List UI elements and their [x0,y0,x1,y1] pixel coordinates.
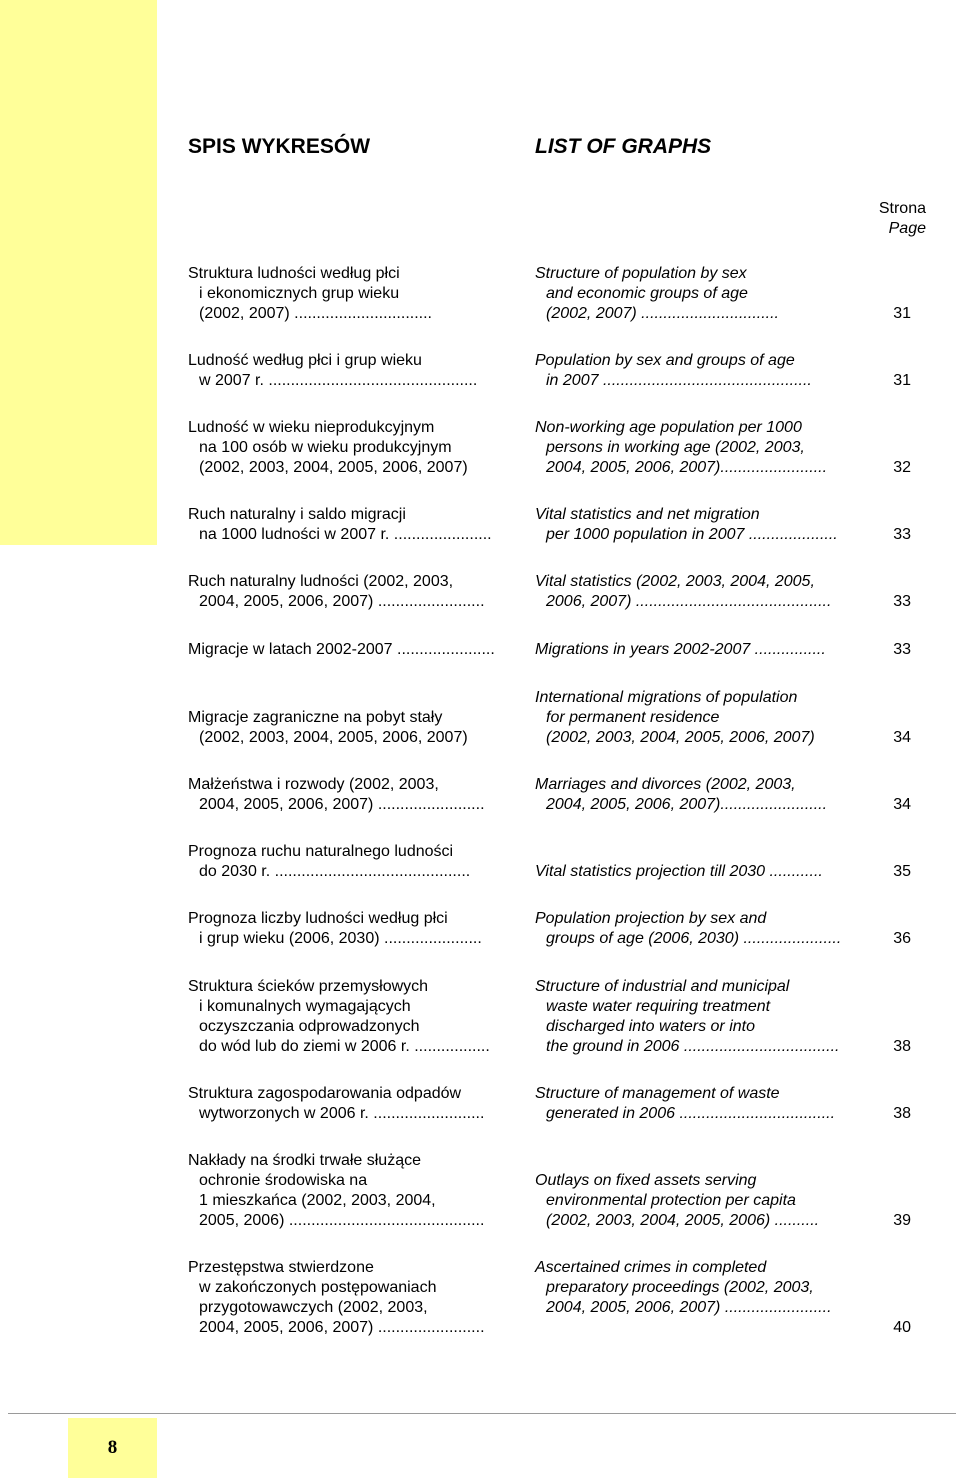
graph-title-pl [188,1258,508,1338]
graph-title-en [535,418,855,478]
graph-page-number: 32 [893,459,911,476]
graph-title-pl [188,1084,508,1124]
graph-title-line: Non-working age population per 1000 [535,419,802,436]
graph-title-line: Ludność w wieku nieprodukcyjnym [188,419,435,436]
graph-title-line: 2004, 2005, 2006, 2007)........................ [546,459,828,476]
graph-title-pl [188,842,508,882]
graph-title-line [188,688,508,708]
graph-title-line: do 2030 r. ............................................ [199,863,471,880]
graph-title-line: i ekonomicznych grup wieku [199,285,400,302]
graph-title-line: 2004, 2005, 2006, 2007) ........................ [199,796,485,813]
yellow-margin-band [0,0,157,545]
graph-title-line [535,842,855,862]
graph-title-line: (2002, 2003, 2004, 2005, 2006, 2007) [199,729,468,746]
graph-title-line: International migrations of population [535,689,798,706]
heading-pl: SPIS WYKRESÓW [188,135,371,158]
graph-title-line: Prognoza liczby ludności według płci [188,910,448,927]
graph-title-line: 2004, 2005, 2006, 2007) ........................ [199,593,485,610]
graph-title-line: Struktura ścieków przemysłowych [188,978,429,995]
graph-title-en [535,775,855,815]
graph-title-line: Outlays on fixed assets serving [535,1172,757,1189]
graph-title-line: Ludność według płci i grup wieku [188,352,422,369]
graph-title-line: i komunalnych wymagających [199,998,411,1015]
graph-title-line: (2002, 2003, 2004, 2005, 2006, 2007) [546,729,815,746]
graph-title-line: Vital statistics (2002, 2003, 2004, 2005, [535,573,815,590]
heading-en: LIST OF GRAPHS [535,135,712,158]
graph-title-line: wytworzonych w 2006 r. ......................... [199,1105,485,1122]
graph-title-line: Marriages and divorces (2002, 2003, [535,776,796,793]
graph-title-line: Population by sex and groups of age [535,352,795,369]
graph-title-en [535,842,855,882]
graph-title-line: w 2007 r. ............................................... [199,372,478,389]
graph-title-line: Migracje zagraniczne na pobyt stały [188,709,443,726]
graph-title-line: (2002, 2007) ............................... [546,305,779,322]
graph-title-line: persons in working age (2002, 2003, [546,439,805,456]
graph-title-line: ochronie środowiska na [199,1172,368,1189]
graph-title-line: discharged into waters or into [546,1018,755,1035]
graph-title-line: Struktura ludności według płci [188,265,400,282]
graph-title-en [535,1084,855,1124]
graph-title-line: and economic groups of age [546,285,748,302]
graph-title-line: Vital statistics and net migration [535,506,760,523]
graph-title-line: Przestępstwa stwierdzone [188,1259,374,1276]
graph-page-number: 35 [893,863,911,880]
graph-title-line: Ascertained crimes in completed [535,1259,767,1276]
graph-title-line: 2005, 2006) ............................................ [199,1212,485,1229]
graph-title-pl [188,775,508,815]
page-column-header-pl: Strona [878,200,926,217]
graph-title-pl [188,688,508,748]
page-column-header [879,199,926,239]
graph-title-pl [188,505,508,545]
graph-title-line: Ruch naturalny i saldo migracji [188,506,406,523]
graph-title-pl [188,1151,508,1231]
graph-page-number: 38 [893,1105,911,1122]
graph-title-line: Małżeństwa i rozwody (2002, 2003, [188,776,439,793]
graph-title-line: do wód lub do ziemi w 2006 r. ................. [199,1038,490,1055]
graph-title-line: the ground in 2006 ................................... [546,1038,840,1055]
graph-title-line: Prognoza ruchu naturalnego ludności [188,843,454,860]
graph-title-line: Migracje w latach 2002-2007 ...................... [188,641,495,658]
graph-title-en [535,1258,855,1318]
graph-title-pl [188,351,508,391]
graph-title-en [535,977,855,1057]
graph-title-en [535,640,855,660]
graph-page-number: 33 [893,593,911,610]
graph-title-line: Ruch naturalny ludności (2002, 2003, [188,573,454,590]
graph-title-line: przygotowawczych (2002, 2003, [199,1299,428,1316]
page-column-header-en: Page [888,220,926,237]
graph-page-number: 33 [893,526,911,543]
graph-title-line: w zakończonych postępowaniach [199,1279,437,1296]
graph-title-en [535,572,855,612]
graph-title-en [535,1151,855,1231]
graph-title-en [535,505,855,545]
graph-title-line: generated in 2006 ................................... [546,1105,836,1122]
graph-title-line: Population projection by sex and [535,910,767,927]
graph-title-en [535,351,855,391]
graph-title-line: waste water requiring treatment [546,998,771,1015]
graph-page-number: 36 [893,930,911,947]
graph-page-number: 34 [893,729,911,746]
graph-title-line: 2004, 2005, 2006, 2007) ........................ [199,1319,485,1336]
graph-title-pl [188,572,508,612]
graph-title-line: Nakłady na środki trwałe służące [188,1152,421,1169]
graph-title-line: (2002, 2003, 2004, 2005, 2006) .......... [546,1212,820,1229]
graph-title-line: 2004, 2005, 2006, 2007) ........................ [546,1299,832,1316]
graph-page-number: 39 [893,1212,911,1229]
graph-title-line: preparatory proceedings (2002, 2003, [546,1279,814,1296]
footer-divider [8,1413,956,1414]
graph-title-line: i grup wieku (2006, 2030) ...................... [199,930,482,947]
graph-title-pl [188,264,508,324]
graph-title-pl [188,909,508,949]
graph-title-en [535,688,855,748]
graph-title-line: na 1000 ludności w 2007 r. ...................... [199,526,492,543]
graph-title-line: (2002, 2003, 2004, 2005, 2006, 2007) [199,459,468,476]
graph-title-line: 1 mieszkańca (2002, 2003, 2004, [199,1192,436,1209]
graph-title-en [535,909,855,949]
graph-page-number: 33 [893,641,911,658]
graph-page-number: 31 [893,372,911,389]
graph-title-line: na 100 osób w wieku produkcyjnym [199,439,452,456]
graph-title-line: per 1000 population in 2007 .................... [546,526,838,543]
graph-title-line: Structure of management of waste [535,1085,780,1102]
page-number: 8 [68,1418,157,1478]
graph-title-line [535,1151,855,1171]
graph-title-line: Migrations in years 2002-2007 ................ [535,641,826,658]
graph-title-line: 2004, 2005, 2006, 2007)........................ [546,796,828,813]
graph-title-line: Struktura zagospodarowania odpadów [188,1085,462,1102]
graph-page-number: 40 [893,1319,911,1336]
graph-title-pl [188,418,508,478]
graph-title-line: (2002, 2007) ............................... [199,305,432,322]
graph-page-number: 31 [893,305,911,322]
graph-title-line: Vital statistics projection till 2030 ............ [535,863,823,880]
graph-page-number: 34 [893,796,911,813]
graph-title-en [535,264,855,324]
graph-title-line: for permanent residence [546,709,720,726]
graph-title-pl [188,977,508,1057]
graph-title-line: Structure of population by sex [535,265,747,282]
graph-page-number: 38 [893,1038,911,1055]
graph-title-line: groups of age (2006, 2030) ...................... [546,930,842,947]
graph-title-line: oczyszczania odprowadzonych [199,1018,420,1035]
graph-title-line: environmental protection per capita [546,1192,796,1209]
graph-title-line: in 2007 ............................................... [546,372,812,389]
graph-title-pl [188,640,508,660]
graph-title-line: 2006, 2007) ............................................ [546,593,832,610]
graph-title-line: Structure of industrial and municipal [535,978,790,995]
